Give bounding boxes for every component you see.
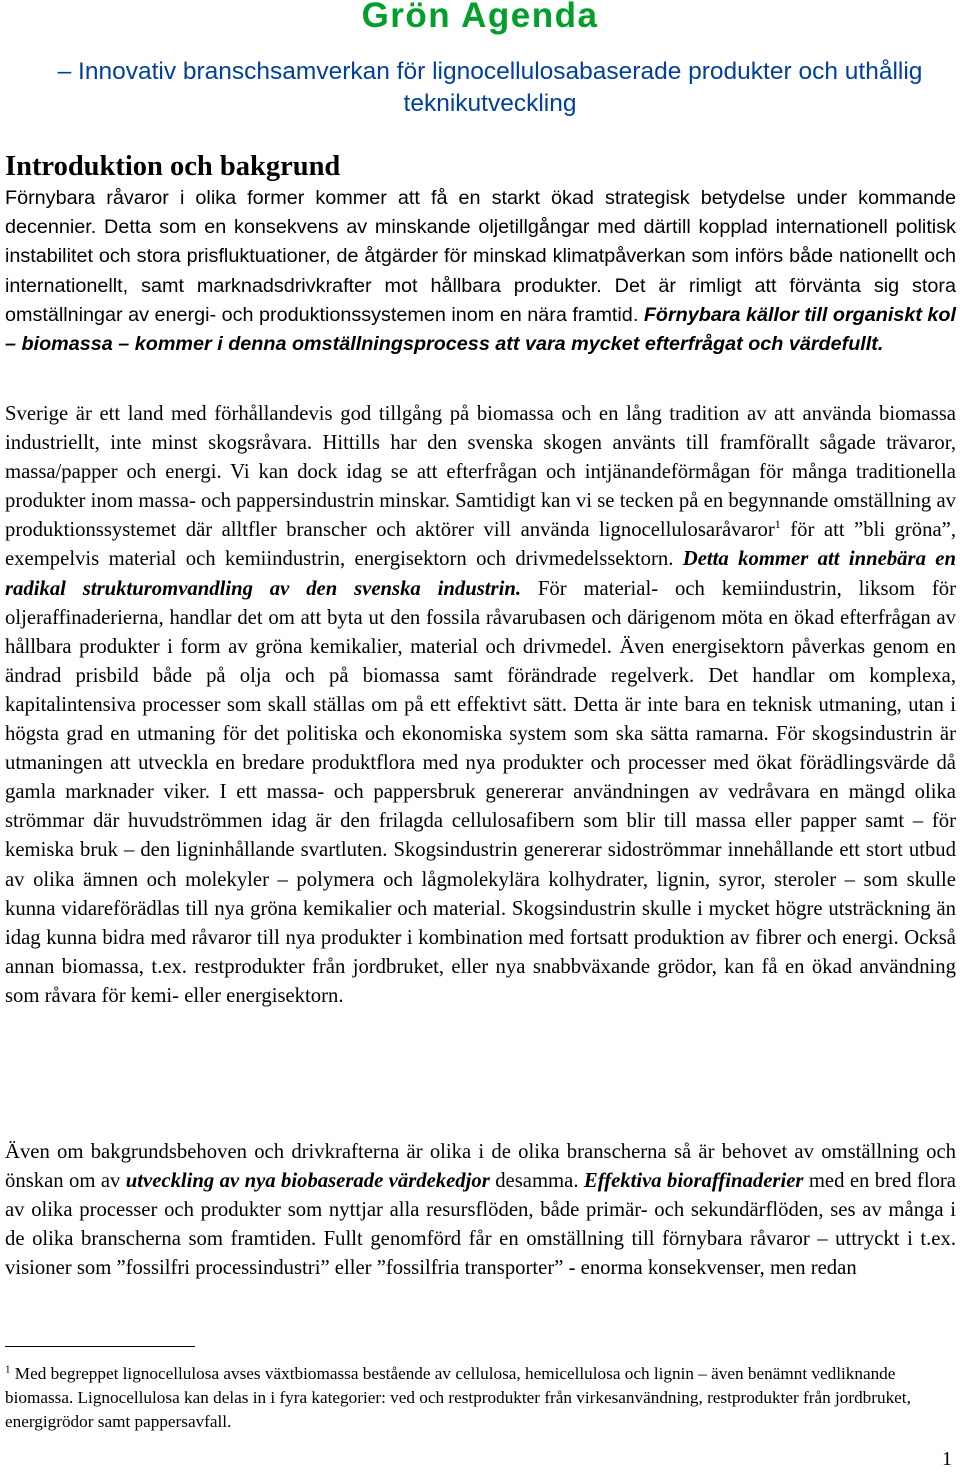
paragraph-1-text-3: För material- och kemiindustrin, liksom för oljeraffinaderierna, handlar det om att byta ut den fossila råvarubasen och därigenom möta en ökad efterfrågan av hållbara produkter i form av gröna kemikalier, material och drivmedel. Även energisektorn påverkas genom en ändrad prisbild både på olja och på biomassa samt förändrade regelverk. Det handlar om komplexa, kapitalintensiva processer som skall ställas om på ett effektivt sätt. Detta är inte bara en teknisk utmaning, utan i högsta grad en utmaning för det politiska och ekonomiska system som ska sätta ramarna. För skogsindustrin är utmaningen att utveckla en bredare produktflora med nya produkter och processer med ökat förädlingsvärde då gamla marknader viker. I ett massa- och pappersbruk genererar användningen av vedråvara en mängd olika strömmar där huvudströmmen idag är den frilagda cellulosafibern som blir till massa eller papper samt – för kemiska bruk – den ligninhållande svartluten. Skogsindustrin genererar sidoströmmar innehållande ett stort utbud av olika ämnen och molekyler – polymera och lågmolekylära kolhydrater, lignin, syror, steroler – som skulle kunna vidareförädlas till nya gröna kemikalier och material. Skogsindustrin skulle i mycket högre utsträckning än idag kunna bidra med råvaror till nya produkter i kombination med fortsatt produktion av fibrer och energi. Också annan biomassa, t.ex. restprodukter från jordbruket, eller nya snabbväxande grödor, kan få en ökad användning som råvara för kemi- eller energisektorn. [5, 577, 956, 1007]
section-heading: Introduktion och bakgrund [5, 151, 341, 182]
document-title: Grön Agenda [361, 0, 599, 35]
paragraph-1-emphasis: Detta kommer att innebära en radikal strukturomvandling av den svenska industrin. [5, 548, 956, 600]
footnote-marker: 1 [5, 1363, 11, 1376]
paragraph-1-text-2: för att ”bli gröna”, exempelvis material och kemiindustrin, energisektorn och drivmedelssektorn. [5, 519, 957, 571]
document-subtitle: – Innovativ branschsamverkan för lignocellulosabaserade produkter och uthållig teknikutveckling [57, 58, 923, 117]
paragraph-2-emphasis-2: Effektiva bioraffinaderier [583, 1170, 804, 1193]
paragraph-2-text-3: med en bred flora av olika processer och produkter som nyttjar alla resursflöden, både primär- och sekundärflöden, ses av många i de olika branscherna som framtiden. Fullt genomförd får en omställning till förnybara råvaror – uttryckt i t.ex. visioner som ”fossilfri processindustri” eller ”fossilfria transporter” - enorma konsekvenser, men redan [5, 1170, 956, 1280]
body-paragraph-2 [5, 1138, 956, 1283]
body-paragraph-1 [5, 400, 956, 1011]
intro-text-2: Det är rimligt att förvänta sig stora omställningar av energi- och produktionssystemen inom en nära framtid. [5, 274, 957, 326]
footnote-divider [5, 1346, 195, 1347]
intro-paragraph [5, 184, 956, 359]
intro-emphasis: Förnybara källor till organiskt kol – biomassa – kommer i denna omställningsprocess att vara mycket efterfrågat och värdefullt. [5, 303, 956, 356]
paragraph-2-emphasis-1: utveckling av nya biobaserade värdekedjor [125, 1170, 490, 1193]
page-number: 1 [942, 1448, 952, 1470]
paragraph-1-text-1: Sverige är ett land med förhållandevis god tillgång på biomassa och en lång tradition av att använda biomassa industriellt, inte minst skogsråvara. Hittills har den svenska skogen använts till framförallt sågade trävaror, massa/papper och energi. Vi kan dock idag se att efterfrågan och intjänandeförmågan för många traditionella produkter inom massa- och pappersindustrin minskar. Samtidigt kan vi se tecken på en begynnande omställning av produktionssystemet där alltfler branscher och aktörer vill använda lignocellulosaråvaror [5, 403, 956, 542]
paragraph-2-text-2: desamma. [489, 1170, 584, 1193]
footnote-text: Med begreppet lignocellulosa avses växtbiomassa bestående av cellulosa, hemicellulosa och lignin – även benämnt vedliknande biomassa. Lignocellulosa kan delas in i fyra kategorier: ved och restprodukter från virkesanvändning, restprodukter från jordbruket, energigrödor samt pappersavfall. [5, 1364, 911, 1432]
intro-text-1: Förnybara råvaror i olika former kommer att få en starkt ökad strategisk betydelse under kommande decennier. Detta som en konsekvens av minskande oljetillgångar med därtill kopplad internationell politisk instabilitet och stora prisfluktuationer, de åtgärder för minskad klimatpåverkan som införs både nationellt och internationellt, samt marknadsdrivkrafter mot hållbara produkter. [5, 187, 956, 297]
footnote [5, 1362, 925, 1435]
paragraph-2-text-1: Även om bakgrundsbehoven och drivkrafterna är olika i de olika branscherna så är behovet av omställning och önskan om av [5, 1141, 956, 1193]
footnote-reference[interactable]: 1 [774, 517, 781, 532]
